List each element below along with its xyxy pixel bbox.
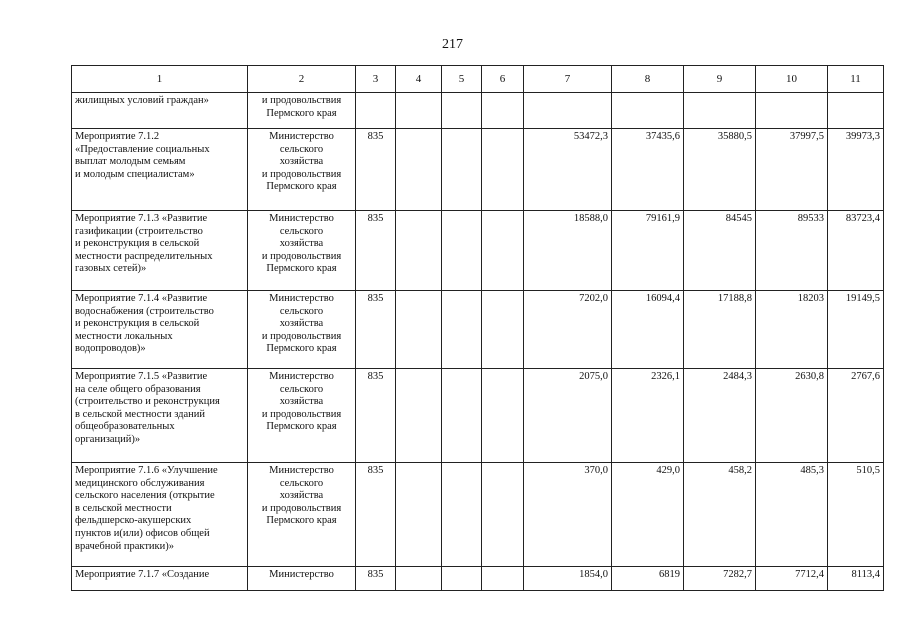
value-cell: 16094,4	[612, 291, 684, 369]
empty-cell	[396, 129, 442, 211]
value-cell	[524, 93, 612, 129]
empty-cell	[442, 291, 482, 369]
value-cell: 2075,0	[524, 369, 612, 463]
empty-cell	[482, 369, 524, 463]
table-row	[72, 291, 884, 369]
executor-cell: Министерство сельского хозяйства и продовольствия Пермского края	[248, 369, 356, 463]
value-cell: 1854,0	[524, 567, 612, 591]
column-header: 3	[356, 66, 396, 93]
value-cell	[828, 93, 884, 129]
code-cell: 835	[356, 567, 396, 591]
code-cell: 835	[356, 211, 396, 291]
column-header: 7	[524, 66, 612, 93]
value-cell: 37435,6	[612, 129, 684, 211]
table-row	[72, 211, 884, 291]
empty-cell	[442, 129, 482, 211]
empty-cell	[482, 93, 524, 129]
empty-cell	[442, 567, 482, 591]
empty-cell	[482, 291, 524, 369]
table-row	[72, 463, 884, 567]
value-cell: 510,5	[828, 463, 884, 567]
empty-cell	[482, 567, 524, 591]
empty-cell	[482, 129, 524, 211]
page-number: 217	[442, 37, 463, 52]
column-header: 11	[828, 66, 884, 93]
value-cell: 2630,8	[756, 369, 828, 463]
value-cell: 89533	[756, 211, 828, 291]
value-cell: 2326,1	[612, 369, 684, 463]
empty-cell	[442, 463, 482, 567]
empty-cell	[396, 463, 442, 567]
column-header: 10	[756, 66, 828, 93]
code-cell: 835	[356, 129, 396, 211]
value-cell: 84545	[684, 211, 756, 291]
value-cell: 37997,5	[756, 129, 828, 211]
activity-name-cell: Мероприятие 7.1.4 «Развитие водоснабжения (строительство и реконструкция в сельской местности локальных водопроводов)»	[72, 291, 248, 369]
executor-cell: Министерство сельского хозяйства и продовольствия Пермского края	[248, 291, 356, 369]
column-header: 4	[396, 66, 442, 93]
value-cell: 429,0	[612, 463, 684, 567]
column-header: 8	[612, 66, 684, 93]
empty-cell	[396, 211, 442, 291]
program-table	[71, 65, 884, 591]
executor-cell: Министерство	[248, 567, 356, 591]
empty-cell	[396, 567, 442, 591]
value-cell	[684, 93, 756, 129]
value-cell: 19149,5	[828, 291, 884, 369]
value-cell: 458,2	[684, 463, 756, 567]
executor-cell: Министерство сельского хозяйства и продовольствия Пермского края	[248, 463, 356, 567]
activity-name-cell: Мероприятие 7.1.5 «Развитие на селе общего образования (строительство и реконструкция в сельской местности зданий общеобразовательных организаций)»	[72, 369, 248, 463]
executor-cell: Министерство сельского хозяйства и продовольствия Пермского края	[248, 129, 356, 211]
header-row	[72, 66, 884, 93]
activity-name-cell: Мероприятие 7.1.2 «Предоставление социальных выплат молодым семьям и молодым специалистам»	[72, 129, 248, 211]
empty-cell	[442, 93, 482, 129]
value-cell: 7712,4	[756, 567, 828, 591]
column-header: 5	[442, 66, 482, 93]
value-cell: 2484,3	[684, 369, 756, 463]
table-row	[72, 129, 884, 211]
value-cell: 7282,7	[684, 567, 756, 591]
empty-cell	[396, 369, 442, 463]
column-header: 2	[248, 66, 356, 93]
value-cell: 18588,0	[524, 211, 612, 291]
value-cell: 485,3	[756, 463, 828, 567]
value-cell: 370,0	[524, 463, 612, 567]
activity-name-cell: Мероприятие 7.1.3 «Развитие газификации (строительство и реконструкция в сельской местности распределительных газовых сетей)»	[72, 211, 248, 291]
code-cell: 835	[356, 463, 396, 567]
value-cell: 53472,3	[524, 129, 612, 211]
column-header: 6	[482, 66, 524, 93]
value-cell: 83723,4	[828, 211, 884, 291]
empty-cell	[396, 93, 442, 129]
value-cell: 17188,8	[684, 291, 756, 369]
code-cell: 835	[356, 291, 396, 369]
empty-cell	[482, 463, 524, 567]
value-cell: 35880,5	[684, 129, 756, 211]
activity-name-cell: жилищных условий граждан»	[72, 93, 248, 129]
empty-cell	[442, 369, 482, 463]
code-cell: 835	[356, 369, 396, 463]
value-cell: 79161,9	[612, 211, 684, 291]
activity-name-cell: Мероприятие 7.1.6 «Улучшение медицинского обслуживания сельского населения (открытие в сельской местности фельдшерско-акушерских пунктов и(или) офисов общей врачебной практики)»	[72, 463, 248, 567]
value-cell	[612, 93, 684, 129]
table-row	[72, 567, 884, 591]
table-row	[72, 93, 884, 129]
table-row	[72, 369, 884, 463]
code-cell	[356, 93, 396, 129]
value-cell: 6819	[612, 567, 684, 591]
value-cell	[756, 93, 828, 129]
activity-name-cell: Мероприятие 7.1.7 «Создание	[72, 567, 248, 591]
empty-cell	[442, 211, 482, 291]
value-cell: 7202,0	[524, 291, 612, 369]
executor-cell: и продовольствия Пермского края	[248, 93, 356, 129]
column-header: 9	[684, 66, 756, 93]
value-cell: 39973,3	[828, 129, 884, 211]
value-cell: 8113,4	[828, 567, 884, 591]
value-cell: 2767,6	[828, 369, 884, 463]
empty-cell	[482, 211, 524, 291]
executor-cell: Министерство сельского хозяйства и продовольствия Пермского края	[248, 211, 356, 291]
empty-cell	[396, 291, 442, 369]
column-header: 1	[72, 66, 248, 93]
value-cell: 18203	[756, 291, 828, 369]
